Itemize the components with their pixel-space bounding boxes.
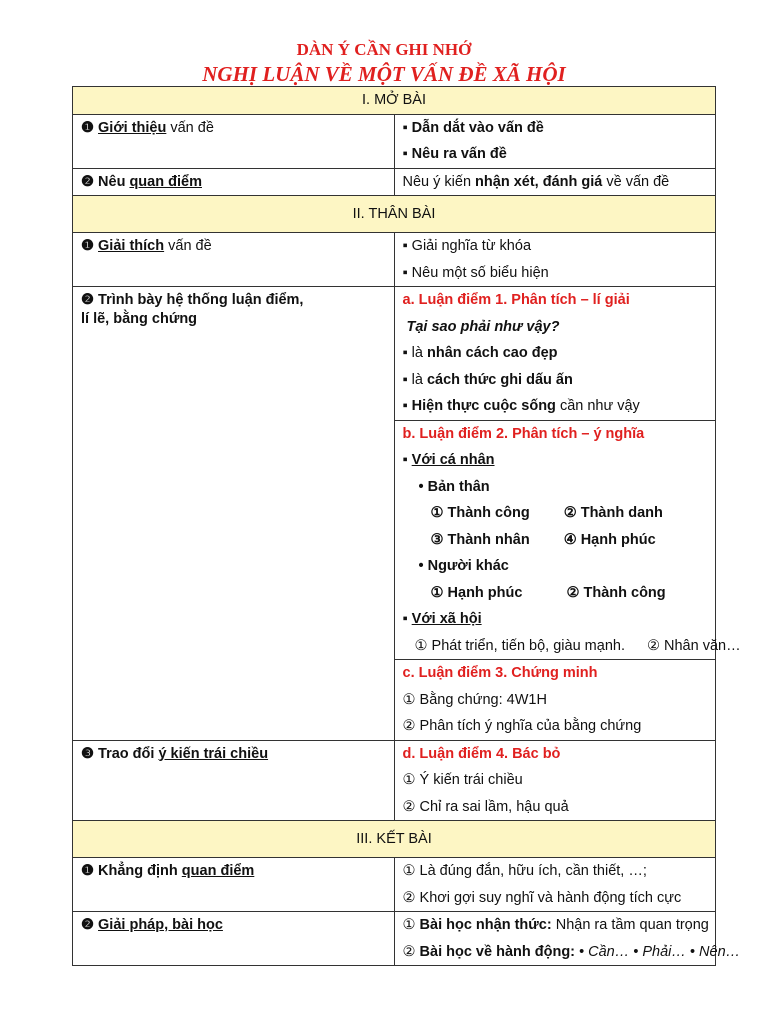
- sub-item: • Người khác: [418, 558, 509, 574]
- question: Tại sao phải như vậy?: [406, 318, 560, 335]
- row-label-key: quan điểm: [181, 863, 255, 879]
- list-item: [403, 340, 708, 367]
- point-title: d. Luận điểm 4. Bác bỏ: [402, 745, 561, 762]
- sub-options: [403, 633, 741, 660]
- document-subtitle: NGHỊ LUẬN VỀ MỘT VẤN ĐỀ XÃ HỘI: [202, 62, 566, 86]
- bullet-icon: ❶: [81, 863, 94, 879]
- list-item: [403, 606, 708, 633]
- table-row: [73, 912, 716, 966]
- table-row: [73, 114, 716, 168]
- list-item: ① Là đúng đắn, hữu ích, cần thiết, …;: [402, 863, 647, 879]
- outline-table: [72, 86, 741, 966]
- row-label: [81, 233, 386, 260]
- text-underline: Với xã hội: [411, 611, 482, 627]
- point-title: b. Luận điểm 2. Phân tích – ý nghĩa: [402, 425, 645, 442]
- document-title: DÀN Ý CẦN GHI NHỚ: [296, 40, 472, 59]
- list-item: ▪ Dẫn dắt vào vấn đề: [402, 119, 544, 136]
- bullet-icon: ❷: [81, 917, 94, 933]
- list-item: ▪ Nêu một số biểu hiện: [402, 264, 549, 281]
- list-item: ① Bằng chứng: 4W1H: [402, 691, 547, 708]
- row-label-key: Giải thích: [98, 238, 165, 254]
- text-pre: ①: [402, 917, 420, 933]
- option: ② Nhân văn…: [646, 637, 741, 654]
- text-bold: Hiện thực cuộc sống: [411, 398, 556, 414]
- list-item: [403, 367, 708, 394]
- option: ① Thành công: [430, 505, 530, 521]
- row-label-rest: vấn đề: [164, 238, 212, 254]
- point-title: a. Luận điểm 1. Phân tích – lí giải: [402, 292, 630, 308]
- text-pre: ▪ là: [402, 371, 427, 388]
- bullet-icon: ❷: [81, 173, 94, 190]
- bullet-icon: ❶: [81, 238, 94, 254]
- list-item: ② Phân tích ý nghĩa của bằng chứng: [402, 718, 642, 734]
- list-item: ▪ Nêu ra vấn đề: [402, 146, 507, 162]
- section-title: II. THÂN BÀI: [352, 206, 436, 222]
- section-header-than-bai: [73, 196, 716, 233]
- row-label-pre: Trao đổi: [94, 745, 159, 762]
- text-post: cần như vậy: [555, 398, 640, 414]
- list-item: ① Ý kiến trái chiều: [402, 772, 523, 788]
- sub-item: • Bản thân: [418, 478, 490, 495]
- text-pre: ▪ là: [402, 345, 427, 361]
- option: ① Phát triển, tiến bộ, giàu mạnh.: [414, 637, 625, 654]
- option: ① Hạnh phúc: [430, 584, 523, 601]
- option: ② Thành danh: [563, 505, 663, 521]
- text-post: • Cần… • Phải… • Nên…: [575, 943, 741, 960]
- text-bold: nhận xét, đánh giá: [475, 173, 603, 190]
- section-header-mo-bai: [73, 87, 716, 115]
- row-label: [81, 169, 386, 196]
- table-row: [73, 858, 716, 912]
- text-pre: ▪: [402, 398, 412, 414]
- text-pre: ▪: [402, 611, 412, 627]
- sub-options: [403, 580, 708, 607]
- row-label-rest: vấn đề: [166, 119, 214, 136]
- bullet-icon: ❸: [81, 745, 94, 762]
- sub-options: [403, 500, 708, 527]
- table-row: [73, 740, 716, 821]
- text-pre: ②: [402, 943, 420, 960]
- point-title: c. Luận điểm 3. Chứng minh: [402, 665, 598, 681]
- list-item: [403, 447, 708, 474]
- text-bold: nhân cách cao đẹp: [426, 345, 558, 361]
- row-label-line: ❷ Trình bày hệ thống luận điểm,: [81, 292, 304, 308]
- text-bold: Bài học nhận thức:: [419, 917, 552, 933]
- list-item: [403, 912, 708, 939]
- text-pre: Nêu ý kiến: [402, 173, 476, 190]
- section-title: I. MỞ BÀI: [362, 92, 426, 108]
- row-label: [81, 741, 386, 768]
- list-item: [403, 169, 708, 196]
- option: ④ Hạnh phúc: [563, 531, 656, 548]
- section-title: III. KẾT BÀI: [356, 831, 432, 847]
- list-item: ② Chỉ ra sai lầm, hậu quả: [402, 798, 569, 815]
- row-label-key: Giới thiệu: [98, 119, 167, 136]
- text-pre: ▪: [402, 452, 412, 468]
- row-label: [81, 115, 386, 142]
- text-post: về vấn đề: [602, 173, 670, 190]
- text-bold: Bài học về hành động:: [419, 943, 576, 960]
- sub-options: [403, 527, 708, 554]
- row-label-line: lí lẽ, bằng chứng: [81, 310, 198, 327]
- row-label: [81, 912, 386, 939]
- bullet-icon: ❶: [81, 119, 94, 136]
- list-item: [402, 939, 741, 966]
- row-label-key: quan điểm: [129, 173, 202, 190]
- row-label-key: ý kiến trái chiều: [158, 745, 269, 762]
- table-row: [73, 168, 716, 196]
- section-header-ket-bai: [73, 821, 716, 858]
- text-underline: Với cá nhân: [411, 452, 495, 468]
- text-bold: cách thức ghi dấu ấn: [426, 371, 573, 388]
- table-row: [73, 233, 716, 287]
- list-item: [403, 393, 708, 420]
- table-row: [73, 287, 716, 421]
- option: ② Thành công: [566, 584, 666, 601]
- row-label-pre: Nêu: [94, 173, 130, 190]
- row-label-pre: Khẳng định: [94, 863, 182, 879]
- row-label: [81, 858, 386, 885]
- list-item: ▪ Giải nghĩa từ khóa: [402, 238, 532, 254]
- text-post: Nhận ra tầm quan trọng: [551, 917, 709, 933]
- row-label-key: Giải pháp, bài học: [98, 917, 223, 933]
- option: ③ Thành nhân: [430, 531, 530, 548]
- list-item: ② Khơi gợi suy nghĩ và hành động tích cực: [402, 889, 682, 906]
